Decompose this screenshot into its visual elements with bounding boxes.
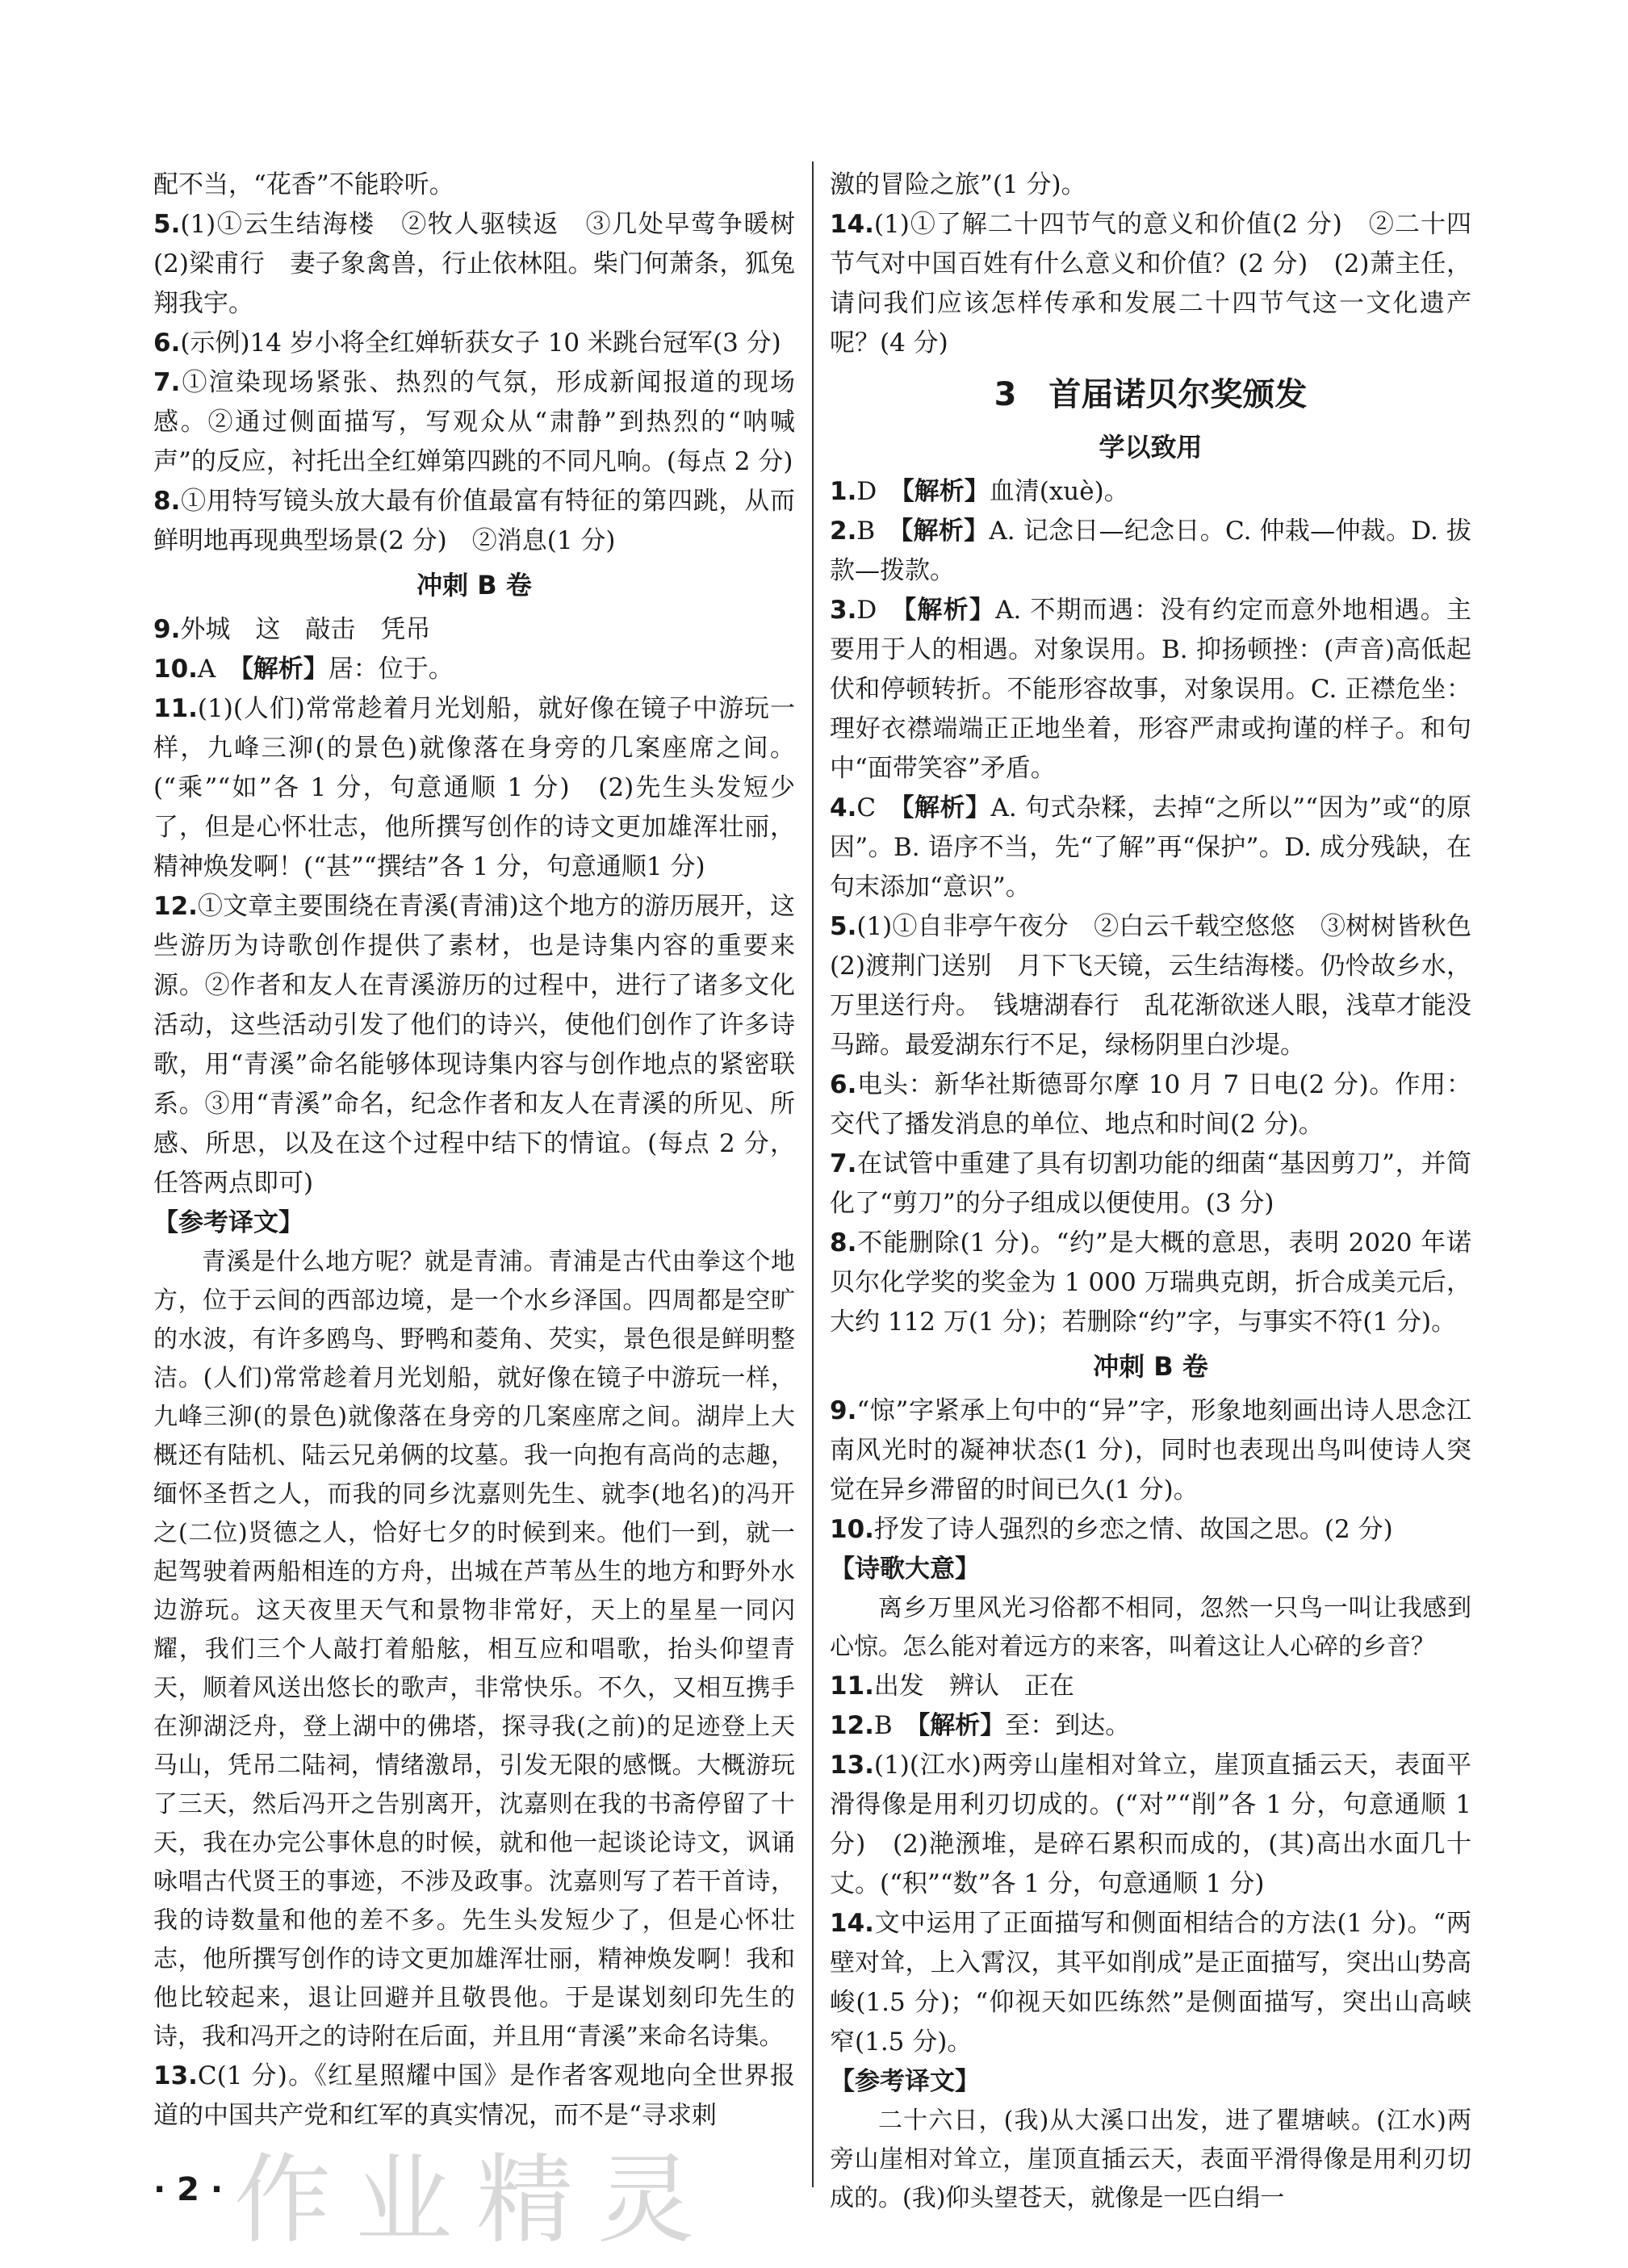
answer-13: 13.(1)(江水)两旁山崖相对耸立，崖顶直插云天，表面平滑得像是用利刃切成的。(“对”“削”各 1 分，句意通顺 1 分) (2)滟滪堆，是碎石累积而成的，(其)高出水面几十丈。(“积”“数”各 1 分，句意通顺 1 分) [830, 1751, 1471, 1898]
section-heading-b: 冲刺 B 卷 [416, 570, 532, 600]
answer-7: 7.①渲染现场紧张、热烈的气氛，形成新闻报道的现场感。②通过侧面描写，写观众从“肃静”到热烈的“呐喊声”的反应，衬托出全红婵第四跳的不同凡响。(每点 2 分) [153, 368, 795, 476]
answer-9: 9.外城 这 敲击 凭吊 [153, 615, 431, 644]
reference-translation: 青溪是什么地方呢？就是青浦。青浦是古代由拳这个地方，位于云间的西部边境，是一个水乡泽国。四周都是空旷的水波，有许多鸥鸟、野鸭和菱角、芡实，景色很是鲜明整洁。(人们)常常趁着月光划船，就好像在镜子中游玩一样，九峰三泖(的景色)就像落在身旁的几案座席之间。湖岸上大概还有陆机、陆云兄弟俩的坟墓。我一向抱有高尚的志趣，缅怀圣哲之人，而我的同乡沈嘉则先生、就李(地名)的冯开之(二位)贤德之人，恰好七夕的时候到来。他们一到，就一起驾驶着两船相连的方舟，出城在芦苇丛生的地方和野外水边游玩。这天夜里天气和景物非常好，天上的星星一同闪耀，我们三个人敲打着船舷，相互应和唱歌，抬头仰望青天，顺着风送出悠长的歌声，非常快乐。不久，又相互携手在泖湖泛舟，登上湖中的佛塔，探寻我(之前)的足迹登上天马山，凭吊二陆祠，情绪激昂，引发无限的感慨。大概游玩了三天，然后冯开之告别离开，沈嘉则在我的书斋停留了十天，我在办完公事休息的时候，就和他一起谈论诗文，讽诵咏唱古代贤王的事迹，不涉及政事。沈嘉则写了若干首诗，我的诗数量和他的差不多。先生头发短少了，但是心怀壮志，他所撰写创作的诗文更加雄浑壮丽，精神焕发啊！我和他比较起来，退让回避并且敬畏他。于是谋划刻印先生的诗，我和冯开之的诗附在后面，并且用“青溪”来命名诗集。 [153, 1248, 795, 2051]
answer-14: 14.(1)①了解二十四节气的意义和价值(2 分) ②二十四节气对中国百姓有什么意义和价值？(2 分) (2)萧主任，请问我们应该怎样传承和发展二十四节气这一文化遗产呢？(4 分) [830, 210, 1471, 358]
answer-7: 7.在试管中重建了具有切割功能的细菌“基因剪刀”，并简化了“剪刀”的分子组成以便使用。(3 分) [830, 1149, 1471, 1218]
answer-8: 8.①用特写镜头放大最有价值最富有特征的第四跳，从而鲜明地再现典型场景(2 分) ②消息(1 分) [153, 487, 795, 555]
answer-6: 6.电头：新华社斯德哥尔摩 10 月 7 日电(2 分)。作用：交代了播发消息的单位、地点和时间(2 分)。 [830, 1070, 1471, 1139]
answer-13: 13.C(1 分)。《红星照耀中国》是作者客观地向全世界报道的中国共产党和红军的真实情况，而不是“寻求刺 [153, 2061, 795, 2130]
answer-3: 3.D 【解析】A. 不期而遇：没有约定而意外地相遇。主要用于人的相遇。对象误用。B. 抑扬顿挫：(声音)高低起伏和停顿转折。不能形容故事，对象误用。C. 正襟危坐：理好衣襟端端正正地坐着，形容严肃或拘谨的样子。和句中“面带笑容”矛盾。 [830, 596, 1472, 783]
answer-14: 14.文中运用了正面描写和侧面相结合的方法(1 分)。“两壁对耸，上入霄汉，其平如削成”是正面描写，突出山势高峻(1.5 分)；“仰视天如匹练然”是侧面描写，突出山高峡窄(1.5 分)。 [830, 1909, 1471, 2057]
page-number: · 2 · [153, 2171, 224, 2208]
watermark: 作业精灵 [234, 2145, 718, 2257]
answer-8: 8.不能删除(1 分)。“约”是大概的意思，表明 2020 年诺贝尔化学奖的奖金为 1 000 万瑞典克朗，折合成美元后，大约 112 万(1 分)；若删除“约”字，与事实不符(1 分)。 [830, 1228, 1471, 1337]
reference-translation-heading: 【参考译文】 [830, 2067, 980, 2096]
continued-line: 激的冒险之旅”(1 分)。 [830, 170, 1086, 199]
answer-10: 10.抒发了诗人强烈的乡恋之情、故国之思。(2 分) [830, 1515, 1393, 1544]
section-heading-a: 学以致用 [1099, 432, 1203, 462]
answer-11: 11.(1)(人们)常常趁着月光划船，就好像在镜子中游玩一样，九峰三泖(的景色)就像落在身旁的几案座席之间。(“乘”“如”各 1 分，句意通顺 1 分) (2)先生头发短少了，但是心怀壮志，他所撰写创作的诗文更加雄浑壮丽，精神焕发啊！(“甚”“撰结”各 1 分，句意通顺1 分) [153, 694, 795, 881]
reference-translation-heading: 【参考译文】 [153, 1208, 303, 1237]
answer-6: 6.(示例)14 岁小将全红婵斩获女子 10 米跳台冠军(3 分) [153, 328, 781, 358]
answer-9: 9.“惊”字紧承上句中的“异”字，形象地刻画出诗人思念江南风光时的凝神状态(1 分)，同时也表现出鸟叫使诗人突觉在异乡滞留的时间已久(1 分)。 [830, 1396, 1471, 1504]
answer-1: 1.D 【解析】血清(xuè)。 [830, 477, 1129, 506]
answer-5: 5.(1)①自非亭午夜分 ②白云千载空悠悠 ③树树皆秋色 (2)渡荆门送别 月下飞天镜，云生结海楼。仍怜故乡水，万里送行舟。 钱塘湖春行 乱花渐欲迷人眼，浅草才能没马蹄。最爱湖东行不足，绿杨阴里白沙堤。 [830, 912, 1496, 1060]
answer-11: 11.出发 辨认 正在 [830, 1672, 1074, 1701]
right-column [830, 165, 1496, 2218]
column-divider [812, 161, 814, 2187]
answer-5: 5.(1)①云生结海楼 ②牧人驱犊返 ③几处早莺争暖树 (2)梁甫行 妻子象禽兽，行止依林阻。柴门何萧条，狐兔翔我宇。 [153, 210, 820, 318]
answer-2: 2.B 【解析】A. 记念日—纪念日。C. 仲栽—仲裁。D. 拔款—拨款。 [830, 517, 1472, 585]
reference-translation: 二十六日，(我)从大溪口出发，进了瞿塘峡。(江水)两旁山崖相对耸立，崖顶直插云天，表面平滑得像是用利刃切成的。(我)仰头望苍天，就像是一匹白绢一 [830, 2107, 1471, 2212]
answer-12: 12.B 【解析】至：到达。 [830, 1711, 1131, 1740]
poem-summary: 离乡万里风光习俗都不相同，忽然一只鸟一叫让我感到心惊。怎么能对着远方的来客，叫着这让人心碎的乡音？ [830, 1594, 1471, 1661]
answer-12: 12.①文章主要围绕在青溪(青浦)这个地方的游历展开，这些游历为诗歌创作提供了素材，也是诗集内容的重要来源。②作者和友人在青溪游历的过程中，进行了诸多文化活动，这些活动引发了他们的诗兴，使他们创作了许多诗歌，用“青溪”命名能够体现诗集内容与创作地点的紧密联系。③用“青溪”命名，纪念作者和友人在青溪的所见、所感、所思，以及在这个过程中结下的情谊。(每点 2 分，任答两点即可) [153, 892, 795, 1198]
answer-4: 4.C 【解析】A. 句式杂糅，去掉“之所以”“因为”或“的原因”。B. 语序不当，先“了解”再“保护”。D. 成分残缺，在句末添加“意识”。 [830, 793, 1471, 902]
section-heading-b: 冲刺 B 卷 [1093, 1351, 1208, 1382]
answer-10: 10.A 【解析】居：位于。 [153, 655, 454, 684]
continued-line: 配不当，“花香”不能聆听。 [153, 170, 454, 199]
chapter-title: 3 首届诺贝尔奖颁发 [994, 376, 1308, 413]
left-column [153, 165, 820, 2136]
poem-summary-heading: 【诗歌大意】 [830, 1555, 980, 1584]
